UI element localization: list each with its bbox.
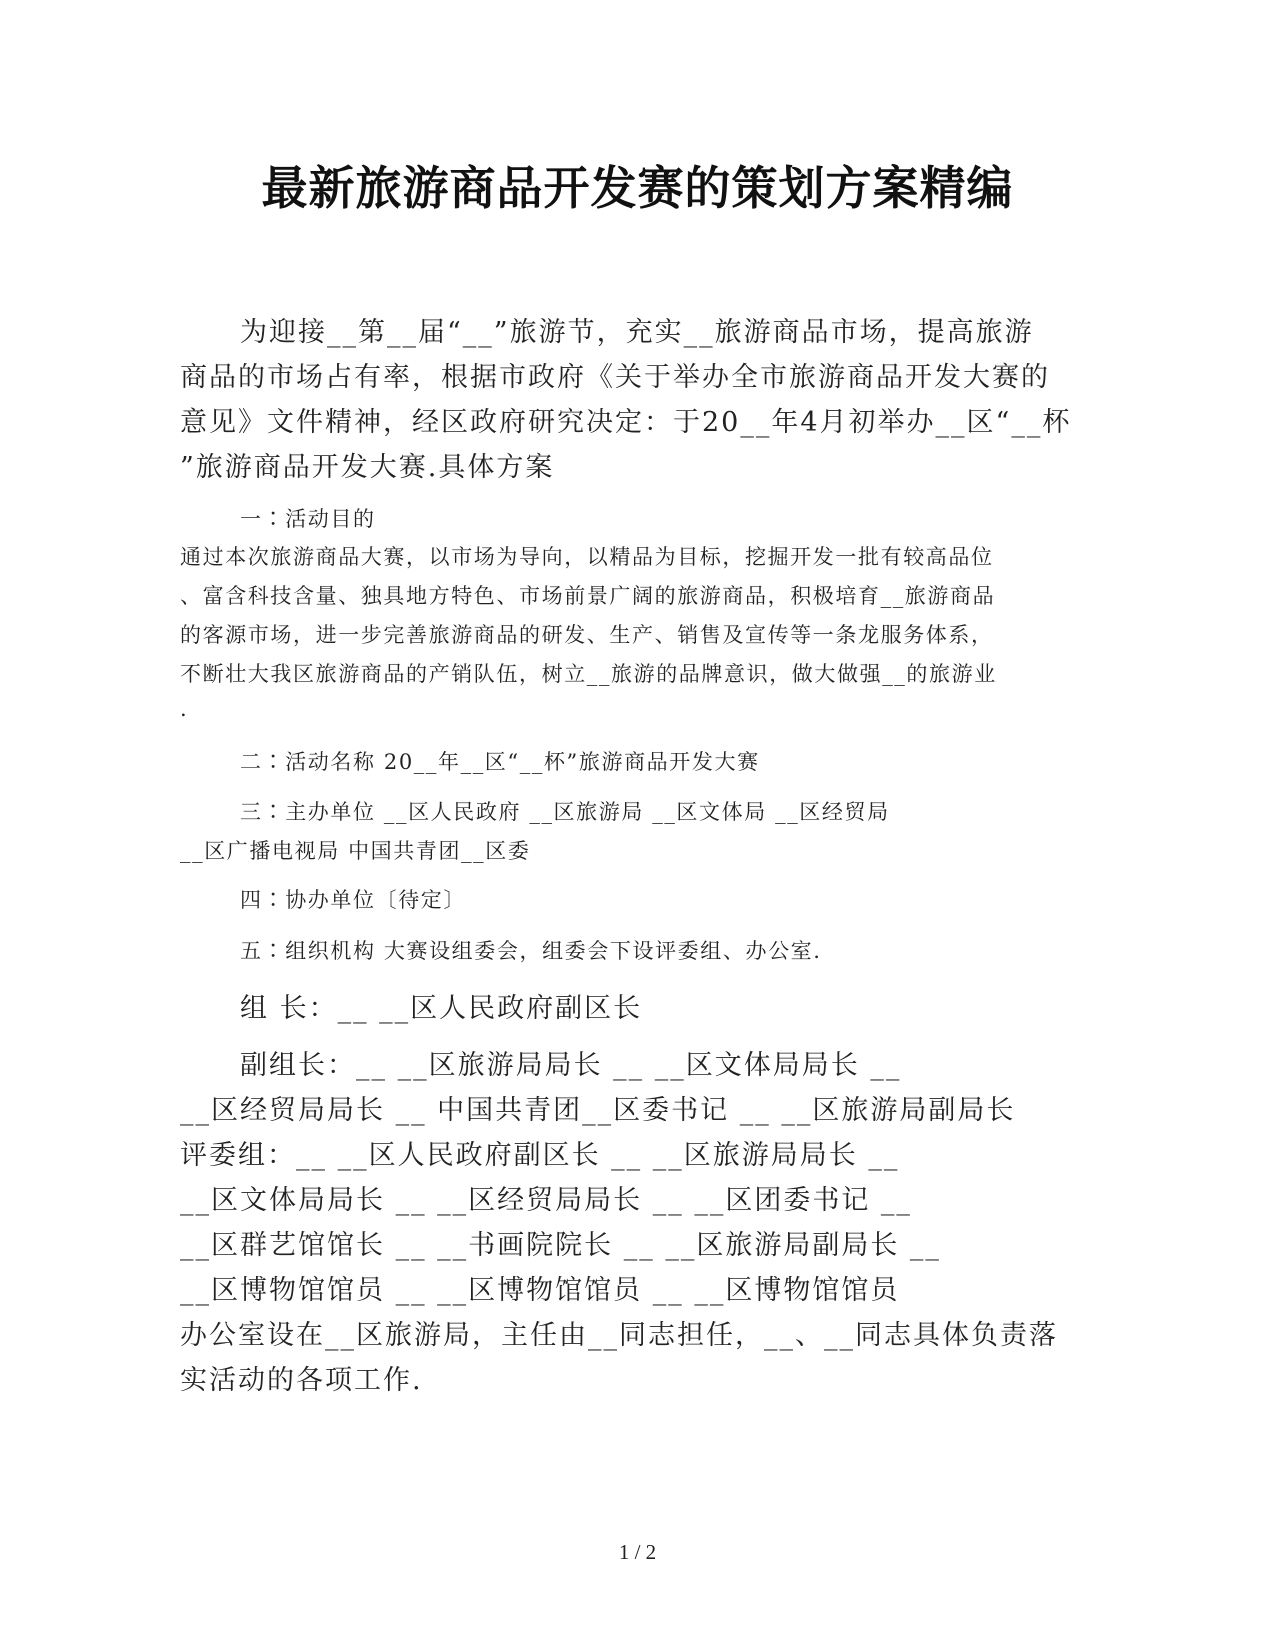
member-line: 办公室设在__区旅游局，主任由__同志担任，__、__同志具体负责落 <box>180 1320 1058 1351</box>
page-number: 1 / 2 <box>618 1540 657 1564</box>
member-line: __区群艺馆馆长 __ __书画院院长 __ __区旅游局副局长 __ <box>180 1230 941 1261</box>
intro-line: 为迎接__第__届“__”旅游节，充实__旅游商品市场，提高旅游 <box>240 317 1034 348</box>
section-line: 四∶协办单位〔待定〕 <box>240 888 466 912</box>
member-line: __区博物馆馆员 __ __区博物馆馆员 __ __区博物馆馆员 <box>180 1275 900 1306</box>
member-line: 评委组：__ __区人民政府副区长 __ __区旅游局局长 __ <box>180 1140 900 1171</box>
section-line: 三∶主办单位 __区人民政府 __区旅游局 __区文体局 __区经贸局 <box>240 800 890 824</box>
page-title: 最新旅游商品开发赛的策划方案精编 <box>261 161 1014 215</box>
leader-line: 组 长：__ __区人民政府副区长 <box>240 993 643 1024</box>
section-text-line: . <box>180 697 189 721</box>
section-text-line: 的客源市场，进一步完善旅游商品的研发、生产、销售及宣传等一条龙服务体系， <box>180 623 994 647</box>
member-line: __区经贸局局长 __ 中国共青团__区委书记 __ __区旅游局副局长 <box>180 1095 1016 1126</box>
intro-line: 意见》文件精神，经区政府研究决定：于20__年4月初举办__区“__杯 <box>180 407 1072 438</box>
section-heading: 一∶活动目的 <box>240 507 376 531</box>
section-text-line: 通过本次旅游商品大赛，以市场为导向，以精品为目标，挖掘开发一批有较高品位 <box>180 545 994 569</box>
section-line: __区广播电视局 中国共青团__区委 <box>180 839 531 863</box>
section-line: 五∶组织机构 大赛设组委会，组委会下设评委组、办公室. <box>240 939 822 963</box>
section-line: 二∶活动名称 20__年__区“__杯”旅游商品开发大赛 <box>240 750 760 774</box>
section-text-line: 、富含科技含量、独具地方特色、市场前景广阔的旅游商品，积极培育__旅游商品 <box>180 584 996 608</box>
intro-line: 商品的市场占有率，根据市政府《关于举办全市旅游商品开发大赛的 <box>180 362 1050 393</box>
member-line: __区文体局局长 __ __区经贸局局长 __ __区团委书记 __ <box>180 1185 912 1216</box>
intro-line: ”旅游商品开发大赛.具体方案 <box>180 452 555 483</box>
section-text-line: 不断壮大我区旅游商品的产销队伍，树立__旅游的品牌意识，做大做强__的旅游业 <box>180 662 997 686</box>
member-line: 副组长：__ __区旅游局局长 __ __区文体局局长 __ <box>240 1050 902 1081</box>
member-line: 实活动的各项工作. <box>180 1365 423 1396</box>
